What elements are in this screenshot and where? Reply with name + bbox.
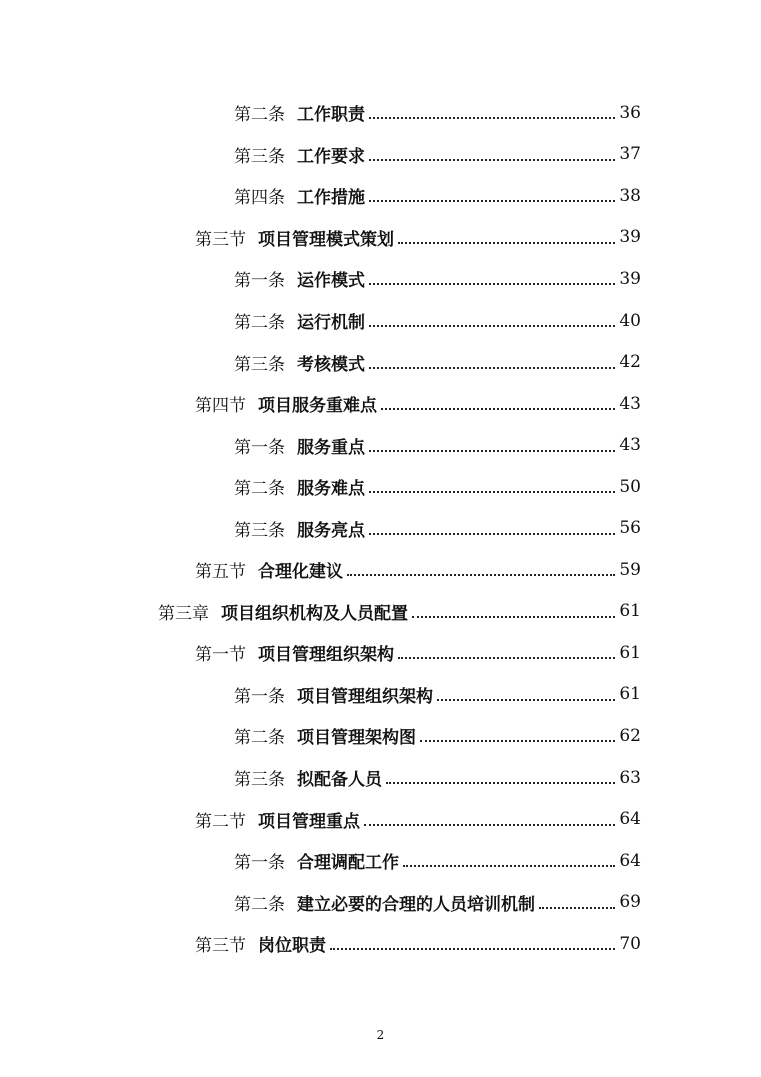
toc-entry-number: 第二条: [234, 105, 285, 126]
dot-leader: [369, 324, 615, 327]
toc-entry-page: 56: [619, 518, 641, 539]
toc-entry-title: 项目组织机构及人员配置: [221, 603, 408, 624]
toc-entry-title: 岗位职责: [258, 936, 326, 957]
dot-leader: [381, 407, 615, 410]
dot-leader: [364, 823, 615, 826]
toc-entry-title: 建立必要的合理的人员培训机制: [297, 894, 535, 915]
toc-entry[interactable]: [0, 591, 761, 633]
toc-entry[interactable]: [0, 383, 761, 425]
toc-entry-title: 工作职责: [297, 105, 365, 126]
toc-entry[interactable]: [0, 881, 761, 923]
toc-entry-page: 61: [619, 684, 641, 705]
dot-leader: [420, 739, 615, 742]
toc-entry[interactable]: [0, 840, 761, 882]
dot-leader: [412, 615, 615, 618]
dot-leader: [437, 698, 615, 701]
toc-entry-number: 第一节: [195, 645, 246, 666]
toc-entry[interactable]: [0, 466, 761, 508]
toc-entry-title: 服务重点: [297, 437, 365, 458]
toc-entry-page: 59: [619, 559, 641, 580]
toc-entry-title: 项目管理组织架构: [258, 645, 394, 666]
toc-entry[interactable]: [0, 175, 761, 217]
toc-entry-page: 63: [619, 767, 641, 788]
toc-entry-number: 第三条: [234, 770, 285, 791]
toc-entry-page: 50: [619, 476, 641, 497]
toc-entry-title: 合理调配工作: [297, 853, 399, 874]
toc-entry-number: 第四节: [195, 396, 246, 417]
dot-leader: [539, 906, 615, 909]
toc-entry-page: 62: [619, 725, 641, 746]
toc-entry-title: 项目服务重难点: [258, 396, 377, 417]
toc-entry-page: 64: [619, 809, 641, 830]
toc-entry-title: 运行机制: [297, 313, 365, 333]
toc-entry[interactable]: [0, 715, 761, 757]
toc-entry-page: 37: [619, 144, 641, 165]
toc-entry-number: 第二条: [234, 313, 285, 333]
toc-entry-number: 第二条: [234, 894, 285, 915]
dot-leader: [347, 573, 615, 576]
dot-leader: [398, 241, 615, 244]
toc-entry-page: 36: [619, 102, 641, 123]
toc-entry-title: 运作模式: [297, 271, 365, 292]
toc-entry-number: 第三章: [158, 603, 209, 624]
toc-entry-title: 项目管理架构图: [297, 728, 416, 749]
toc-entry[interactable]: [0, 674, 761, 716]
dot-leader: [369, 366, 615, 369]
toc-entry-page: 70: [619, 933, 641, 954]
dot-leader: [369, 199, 615, 202]
toc-entry[interactable]: [0, 798, 761, 840]
toc-entry[interactable]: [0, 217, 761, 259]
toc-entry-title: 项目管理模式策划: [258, 229, 394, 250]
toc-entry-number: 第二条: [234, 479, 285, 500]
dot-leader: [369, 449, 615, 452]
dot-leader: [330, 947, 615, 950]
toc-entry[interactable]: [0, 92, 761, 134]
toc-entry-page: 43: [619, 393, 641, 414]
toc-entry[interactable]: [0, 300, 761, 342]
toc-entry[interactable]: [0, 507, 761, 549]
toc-entry-title: 服务亮点: [297, 520, 365, 541]
toc-entry[interactable]: [0, 757, 761, 799]
toc-entry-number: 第一条: [234, 271, 285, 292]
toc-entry-number: 第一条: [234, 853, 285, 874]
dot-leader: [386, 781, 615, 784]
toc-entry[interactable]: [0, 134, 761, 176]
toc-entry-page: 39: [619, 268, 641, 289]
toc-entry-number: 第五节: [195, 562, 246, 583]
toc-entry-page: 42: [619, 352, 641, 373]
toc-entry-page: 43: [619, 435, 641, 456]
toc-entry-title: 服务难点: [297, 479, 365, 500]
toc-entry-page: 39: [619, 227, 641, 248]
toc-entry-number: 第三节: [195, 936, 246, 957]
toc-entry[interactable]: [0, 549, 761, 591]
toc-entry[interactable]: [0, 341, 761, 383]
toc-entry-number: 第三节: [195, 229, 246, 250]
dot-leader: [403, 864, 615, 867]
dot-leader: [369, 116, 615, 119]
toc-entry-number: 第二条: [234, 728, 285, 749]
toc-entry-number: 第三条: [234, 354, 285, 375]
toc-entry-title: 项目管理重点: [258, 811, 360, 832]
toc-entry-page: 38: [619, 185, 641, 206]
dot-leader: [369, 532, 615, 535]
toc-entry-title: 工作措施: [297, 188, 365, 209]
toc-entry[interactable]: [0, 923, 761, 965]
toc-entry-title: 考核模式: [297, 354, 365, 375]
toc-entry-number: 第二节: [195, 811, 246, 832]
dot-leader: [369, 158, 615, 161]
table-of-contents: [0, 92, 761, 964]
dot-leader: [369, 490, 615, 493]
toc-entry-number: 第三条: [234, 520, 285, 541]
page-number: 2: [376, 1028, 385, 1042]
toc-entry-page: 69: [619, 892, 641, 913]
toc-entry-number: 第一条: [234, 686, 285, 707]
toc-entry-title: 项目管理组织架构: [297, 686, 433, 707]
dot-leader: [369, 282, 615, 285]
toc-entry-title: 工作要求: [297, 146, 365, 167]
toc-entry-page: 61: [619, 601, 641, 622]
toc-entry-title: 合理化建议: [258, 562, 343, 583]
toc-entry-number: 第三条: [234, 146, 285, 167]
toc-entry[interactable]: [0, 632, 761, 674]
toc-entry-page: 61: [619, 642, 641, 663]
toc-entry-page: 64: [619, 850, 641, 871]
toc-entry-number: 第四条: [234, 188, 285, 209]
dot-leader: [398, 656, 615, 659]
toc-entry-title: 拟配备人员: [297, 770, 382, 791]
toc-entry-number: 第一条: [234, 437, 285, 458]
toc-entry[interactable]: [0, 424, 761, 466]
toc-entry-page: 40: [619, 310, 641, 331]
toc-entry[interactable]: [0, 258, 761, 300]
